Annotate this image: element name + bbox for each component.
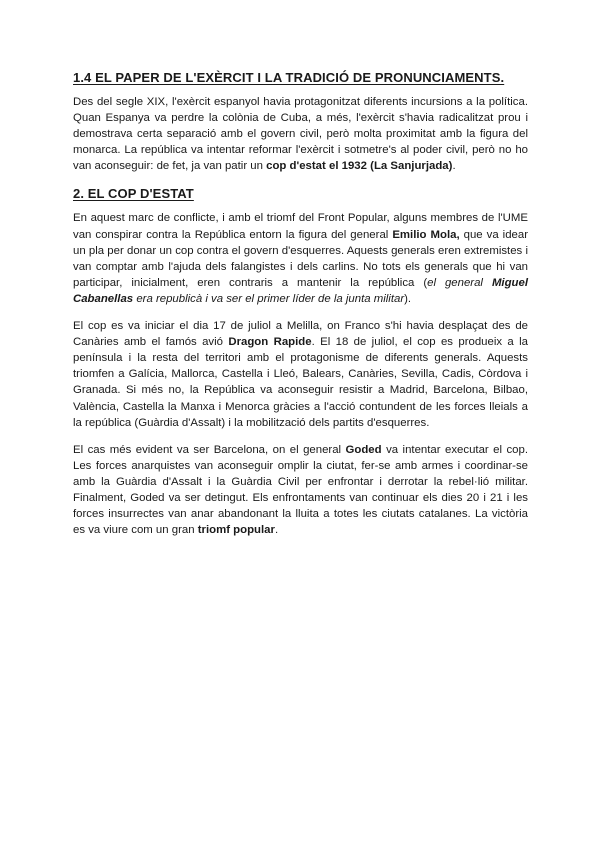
bold-term-sanjurjada: cop d'estat el 1932 (La Sanjurjada) — [266, 160, 453, 173]
section-heading-army-role: 1.4 EL PAPER DE L'EXÈRCIT I LA TRADICIÓ DE PRONUNCIAMENTS. — [73, 70, 505, 85]
bold-term-dragon-rapide: Dragon Rapide — [228, 336, 312, 349]
document-body — [73, 70, 528, 549]
paragraph-coup-start — [73, 318, 528, 431]
bold-italic-cabanellas: Miguel Cabanellas — [73, 276, 529, 305]
bold-term-triomf-popular: triomf popular — [197, 524, 275, 537]
paragraph-text: El cas més evident va ser Barcelona, on el general — [73, 443, 346, 456]
bold-term-mola: Emilio Mola, — [392, 228, 460, 241]
paragraph-text: que va idear un pla per donar un cop contra el govern d'esquerres. Aquests generals eren extremistes i van comptar amb l'ajuda dels falangistes i dels carlins. No tots els generals que hi van participar, inicialment, eren contraris a mantenir la república ( — [73, 228, 528, 289]
paragraph-text: . El 18 de juliol, el cop es produeix a la península i la resta del territori amb el protagonisme de diferents generals. Aquests triomfen a Galícia, Mallorca, Castella i Lleó, Balears, Canàries, Sevilla, Cadis, Còrdova i Granada. Si més no, la República va aconseguir resistir a Madrid, Barcelona, Bilbao, València, Castella la Manxa i Menorca gràcies a l'acció contundent de les forces lleials a la república (Guàrdia d'Assalt) i la mobilització dels partits d'esquerres. — [73, 336, 528, 429]
paragraph-text: Des del segle XIX, l'exèrcit espanyol havia protagonitzat diferents incursions a la política. Quan Espanya va perdre la colònia de Cuba, a més, l'exèrcit s'havia radicalitzat prou i demostrava certa separació amb el govern civil, però molta proximitat amb la figura del monarca. La república va intentar reformar l'exèrcit i sotmetre's al poder civil, però no ho van aconseguir: de fet, ja van patir un — [73, 96, 528, 173]
paragraph-text: El cop es va iniciar el dia 17 de juliol a Melilla, on Franco s'hi havia desplaçat des de Canàries amb el famós avió — [73, 320, 528, 349]
paragraph-army-history — [73, 94, 528, 174]
italic-note: el general — [427, 276, 492, 289]
paragraph-end: . — [274, 524, 279, 537]
bold-term-goded: Goded — [345, 443, 382, 456]
section-heading-coup: 2. EL COP D'ESTAT — [73, 186, 194, 202]
paragraph-conspiracy — [73, 210, 528, 307]
paragraph-end: ). — [404, 292, 412, 305]
paragraph-text: En aquest marc de conflicte, i amb el triomf del Front Popular, alguns membres de l'UME van conspirar contra la República entorn la figura del general — [73, 212, 528, 241]
paragraph-barcelona — [73, 442, 528, 539]
italic-note: era republicà i va ser el primer líder de la junta militar — [133, 292, 405, 305]
paragraph-end: . — [452, 160, 456, 173]
paragraph-text: va intentar executar el cop. Les forces anarquistes van aconseguir omplir la ciutat, fer-se amb armes i coordinar-se amb la Guàrdia d'Assalt i la Guàrdia Civil per enfrontar i derrotar la rebel·lió militar. Finalment, Goded va ser detingut. Els enfrontaments van continuar els dies 20 i 21 i les forces insurrectes van anar abandonant la lluita a totes les ciutats catalanes. La victòria es va viure com un gran — [73, 443, 529, 537]
